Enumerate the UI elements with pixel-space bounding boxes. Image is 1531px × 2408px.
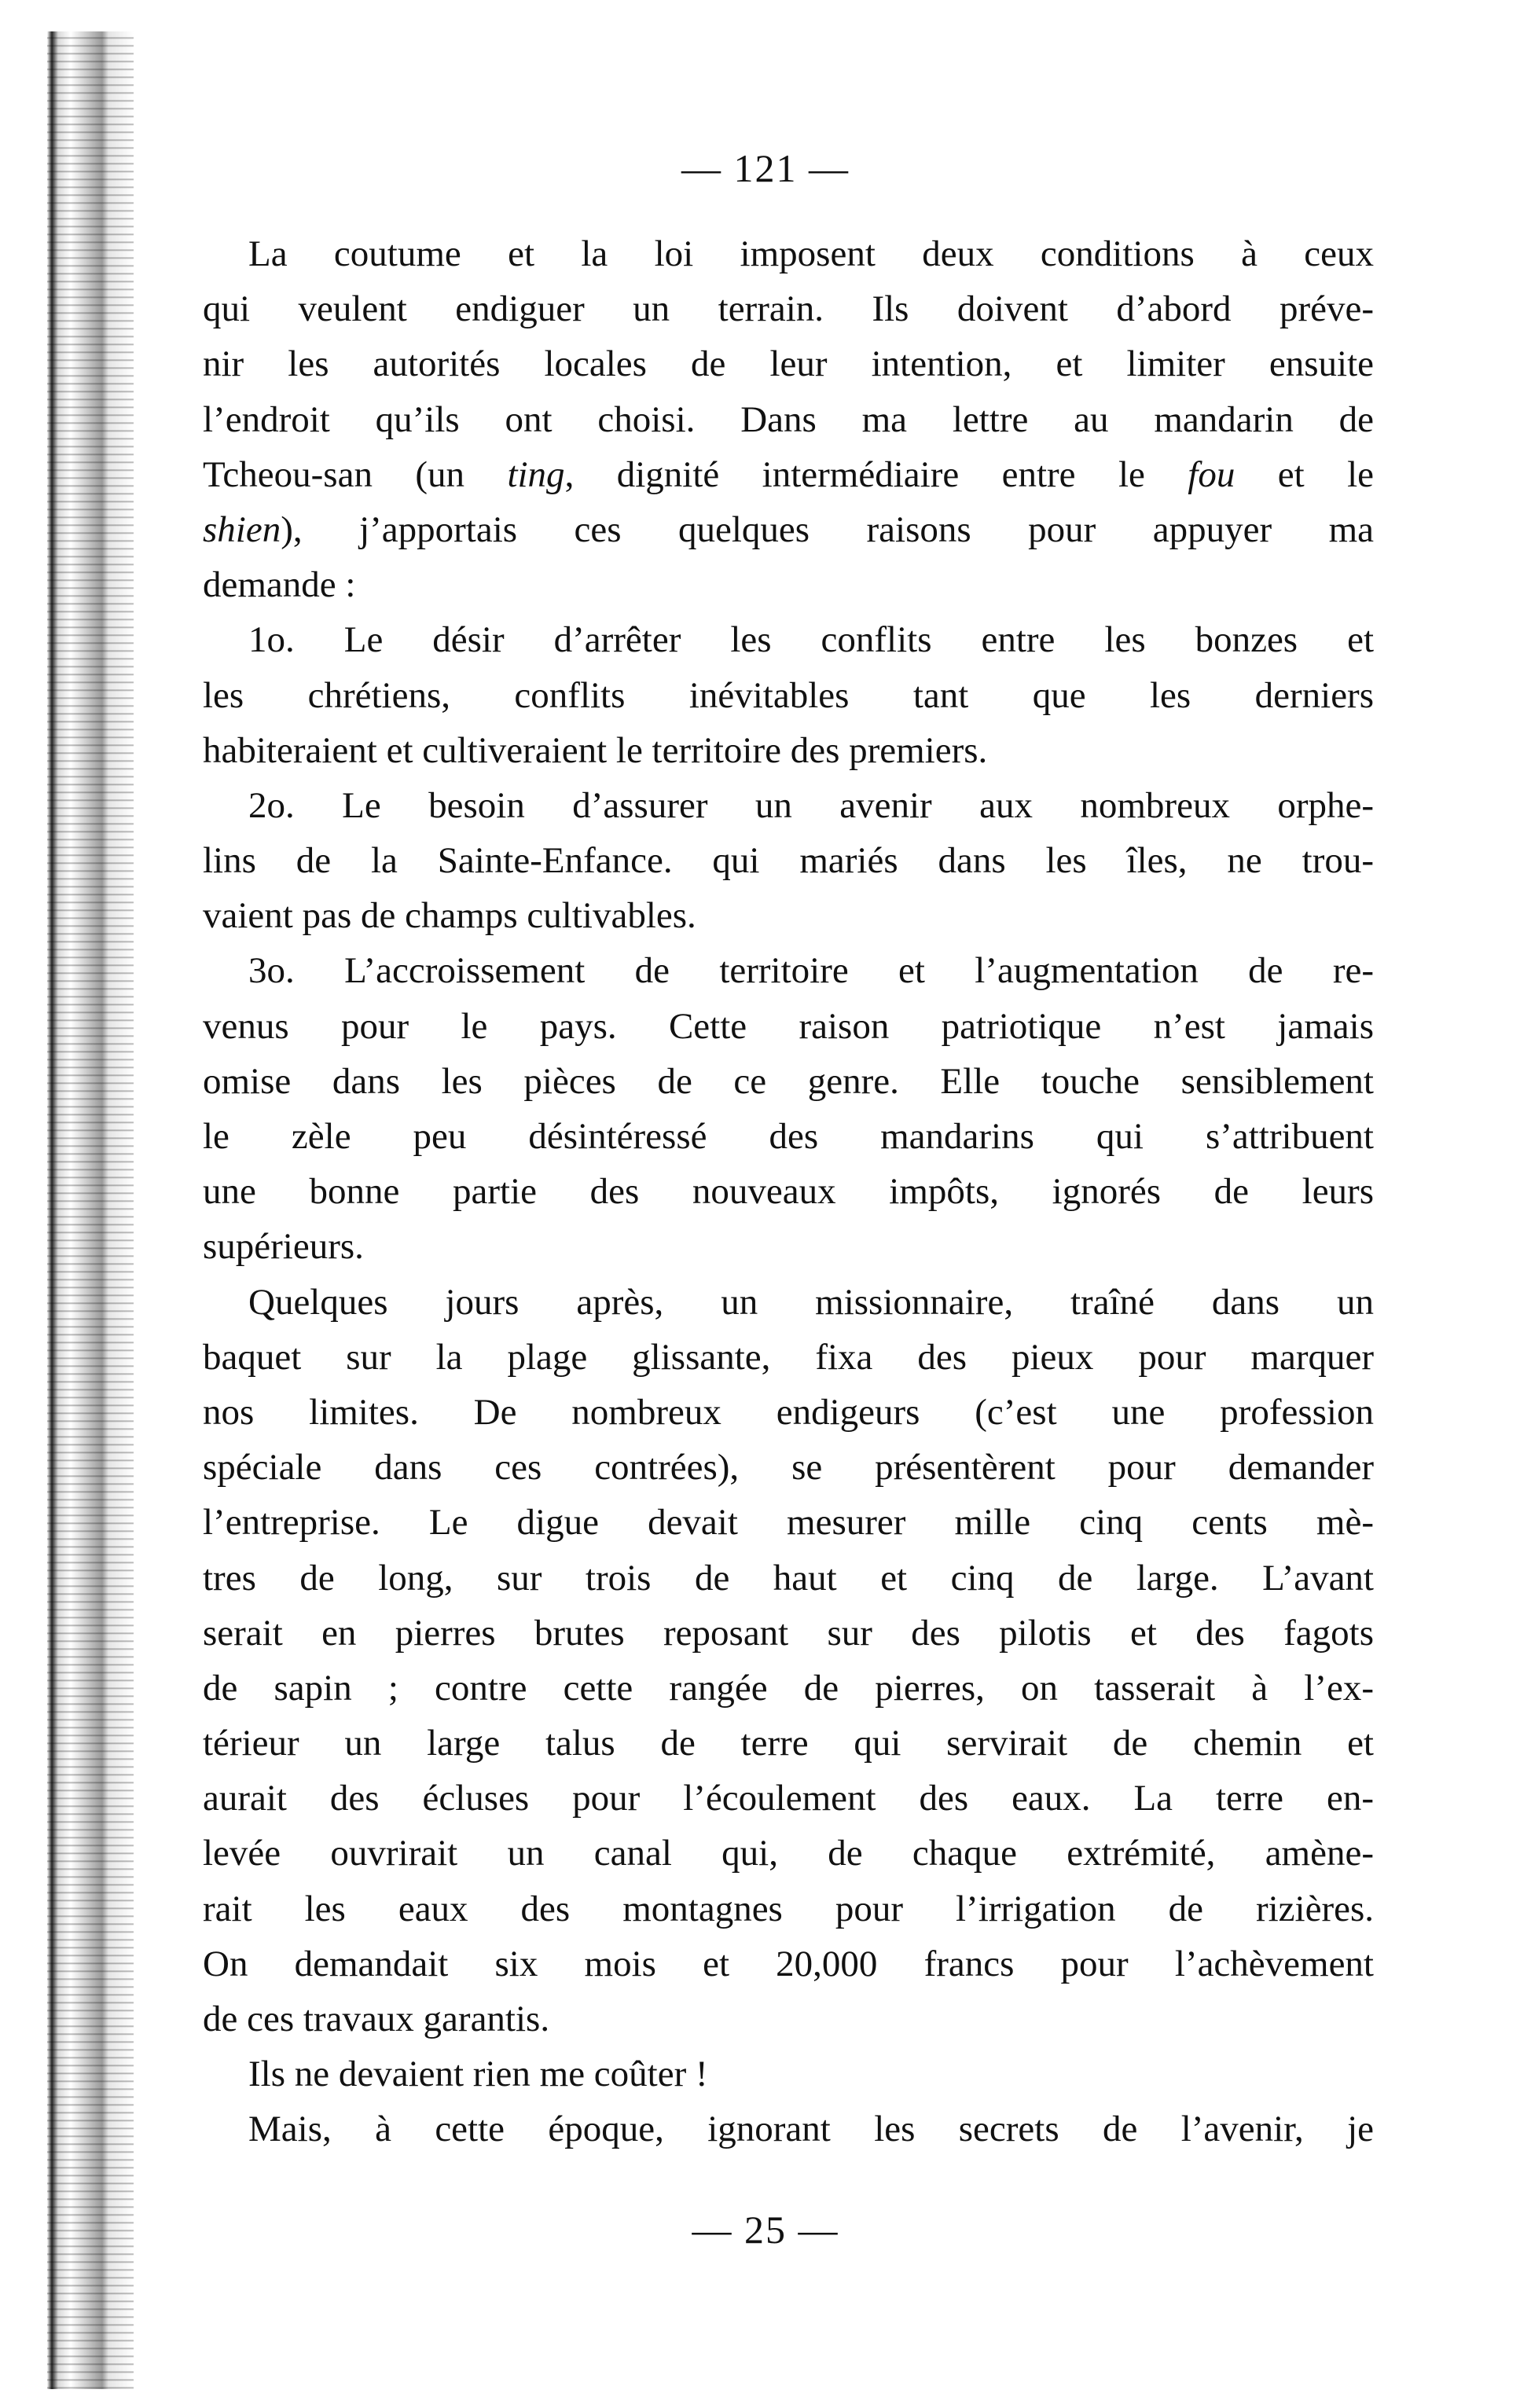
text-line: Quelques jours après, un missionnaire, traîné dans un (248, 1281, 1374, 1323)
text-line: venus pour le pays. Cette raison patriotique n’est jamais (203, 1005, 1374, 1047)
text-line: térieur un large talus de terre qui servirait de chemin et (203, 1723, 1374, 1764)
text-line: de sapin ; contre cette rangée de pierres, on tasserait à l’ex- (203, 1667, 1374, 1709)
text-line: Tcheou-san (un ting, dignité intermédiaire entre le fou et le (203, 453, 1375, 495)
text-line: rait les eaux des montagnes pour l’irrigation de rizières. (203, 1888, 1374, 1929)
text-line: 2o. Le besoin d’assurer un avenir aux nombreux orphe- (248, 784, 1374, 826)
text-line: spéciale dans ces contrées), se présentèrent pour demander (203, 1447, 1374, 1488)
book-binding-edge (47, 31, 134, 2389)
text-line: omise dans les pièces de ce genre. Elle touche sensiblement (203, 1060, 1374, 1102)
text-line: levée ouvrirait un canal qui, de chaque extrémité, amène- (203, 1833, 1374, 1874)
text-line: La coutume et la loi imposent deux conditions à ceux (248, 233, 1374, 274)
text-line: vaient pas de champs cultivables. (203, 895, 696, 937)
text-line: qui veulent endiguer un terrain. Ils doivent d’abord préve- (203, 288, 1374, 330)
text-line: Mais, à cette époque, ignorant les secrets de l’avenir, je (248, 2109, 1374, 2150)
text-line: l’entreprise. Le digue devait mesurer mille cinq cents mè- (203, 1502, 1374, 1544)
text-line: baquet sur la plage glissante, fixa des pieux pour marquer (203, 1336, 1374, 1378)
text-line: supérieurs. (203, 1226, 364, 1268)
text-line: lins de la Sainte-Enfance. qui mariés dans les îles, ne trou- (203, 840, 1374, 882)
text-line: nir les autorités locales de leur intention, et limiter ensuite (203, 343, 1374, 385)
text-line: Ils ne devaient rien me coûter ! (248, 2054, 708, 2095)
text-line: habiteraient et cultiveraient le territoire des premiers. (203, 729, 988, 771)
page-number-top: — 121 — (681, 146, 850, 190)
text-line: serait en pierres brutes reposant sur des pilotis et des fagots (203, 1612, 1374, 1654)
text-line: de ces travaux garantis. (203, 1999, 550, 2039)
text-line: shien), j’apportais ces quelques raisons pour appuyer ma (203, 508, 1374, 550)
text-line: 3o. L’accroissement de territoire et l’augmentation de re- (248, 950, 1374, 992)
text-line: tres de long, sur trois de haut et cinq de large. L’avant (203, 1557, 1374, 1599)
italic-term: ting (507, 453, 565, 495)
text-line: aurait des écluses pour l’écoulement des eaux. La terre en- (203, 1778, 1374, 1819)
text-line: une bonne partie des nouveaux impôts, ignorés de leurs (203, 1171, 1374, 1213)
page-number-bottom: — 25 — (692, 2208, 839, 2252)
text-line: On demandait six mois et 20,000 francs pour l’achèvement (203, 1943, 1374, 1984)
text-line: demande : (203, 564, 356, 606)
body-text (203, 226, 1374, 2157)
text-line: les chrétiens, conflits inévitables tant que les derniers (203, 674, 1374, 716)
text-line: le zèle peu désintéressé des mandarins qui s’attribuent (203, 1116, 1374, 1157)
italic-term: shien (203, 508, 281, 550)
italic-term: fou (1188, 453, 1235, 495)
text-line: nos limites. De nombreux endigeurs (c’est une profession (203, 1391, 1374, 1433)
text-line: l’endroit qu’ils ont choisi. Dans ma lettre au mandarin de (203, 398, 1374, 440)
text-line: 1o. Le désir d’arrêter les conflits entre les bonzes et (248, 619, 1374, 661)
